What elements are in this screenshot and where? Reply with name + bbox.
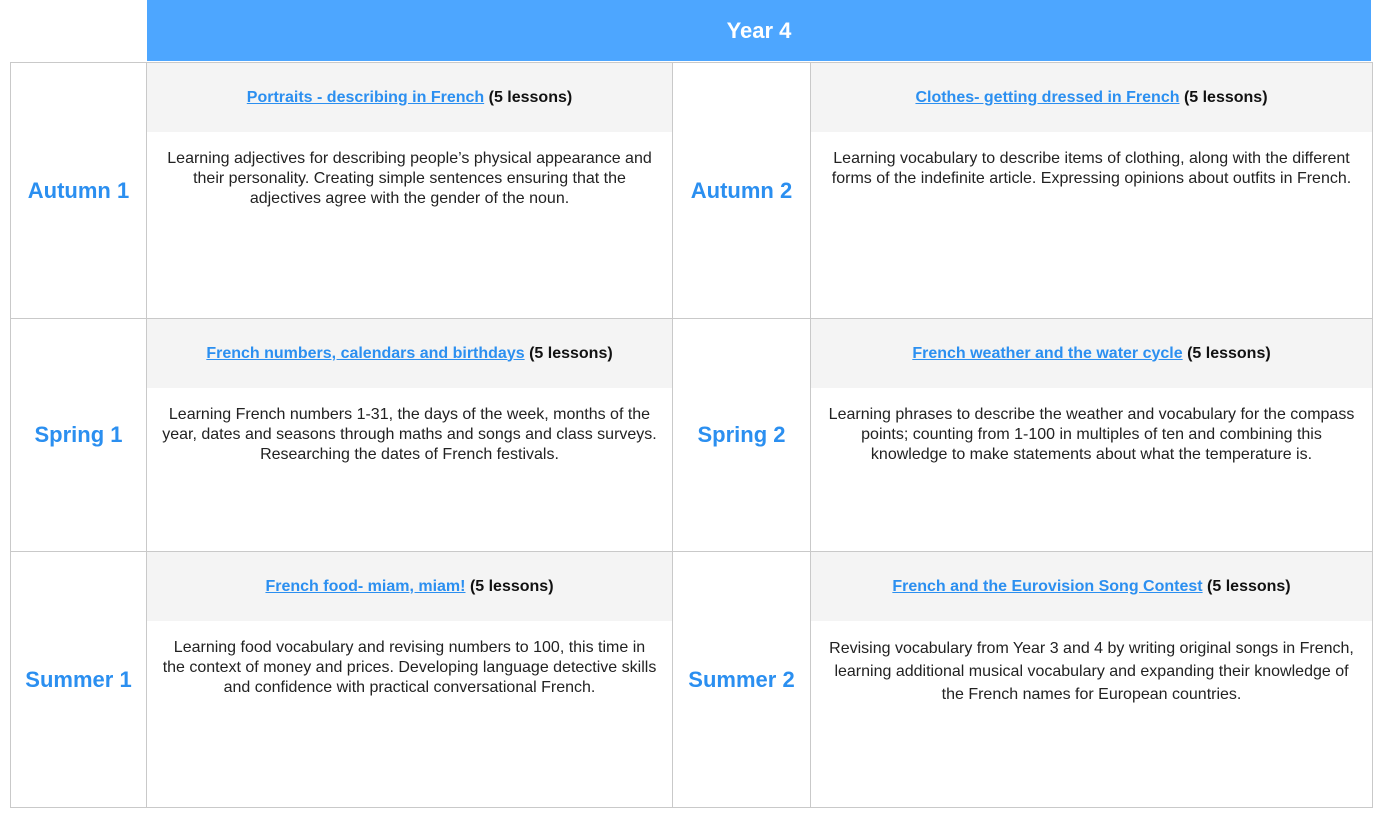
unit-title	[811, 63, 1372, 132]
lesson-count: (5 lessons)	[469, 577, 554, 595]
unit-description: Learning phrases to describe the weather and vocabulary for the compass points; counting from 1-100 in multiples of ten and combining this knowledge to make statements about what the temperature is.	[828, 406, 1355, 463]
unit-description: Learning French numbers 1-31, the days of the week, months of the year, dates and seasons through maths and songs and class surveys. Researching the dates of French festivals.	[162, 406, 657, 463]
unit-cell	[147, 552, 673, 808]
term-name: Autumn 1	[27, 177, 130, 203]
unit-cell	[811, 63, 1373, 319]
term-name: Summer 2	[688, 666, 795, 692]
unit-link-portraits[interactable]: Portraits - describing in French	[246, 88, 485, 106]
unit-cell	[147, 63, 673, 319]
unit-cell	[147, 319, 673, 552]
term-label-spring-2	[673, 319, 811, 552]
unit-link-clothes[interactable]: Clothes- getting dressed in French	[915, 88, 1180, 106]
unit-description: Learning vocabulary to describe items of clothing, along with the different forms of the indefinite article. Expressing opinions about outfits in French.	[831, 150, 1352, 187]
year-header	[147, 0, 1371, 61]
unit-link-numbers-calendars[interactable]: French numbers, calendars and birthdays	[206, 344, 525, 362]
table-row	[11, 319, 1373, 552]
term-label-summer-2	[673, 552, 811, 808]
curriculum-table	[10, 62, 1373, 808]
lesson-count: (5 lessons)	[1187, 344, 1271, 362]
unit-link-eurovision[interactable]: French and the Eurovision Song Contest	[892, 577, 1203, 595]
term-name: Spring 1	[34, 422, 123, 447]
unit-description: Learning adjectives for describing people’s physical appearance and their personality. Creating simple sentences ensuring that the adjectives agree with the gender of the noun.	[167, 150, 652, 207]
unit-title	[147, 319, 672, 388]
term-label-spring-1	[11, 319, 147, 552]
unit-title	[811, 319, 1372, 388]
table-row	[11, 552, 1373, 808]
lesson-count: (5 lessons)	[529, 344, 613, 362]
unit-description: Learning food vocabulary and revising numbers to 100, this time in the context of money and prices. Developing language detective skills and confidence with practical conversational French.	[162, 639, 657, 696]
table-row	[11, 63, 1373, 319]
unit-title	[147, 63, 672, 132]
term-label-autumn-1	[11, 63, 147, 319]
unit-cell	[811, 552, 1373, 808]
lesson-count: (5 lessons)	[1183, 88, 1268, 106]
unit-description: Revising vocabulary from Year 3 and 4 by writing original songs in French, learning additional musical vocabulary and expanding their knowledge of the French names for European countries.	[829, 640, 1354, 703]
year-title: Year 4	[726, 17, 792, 43]
unit-title	[811, 552, 1372, 621]
term-label-summer-1	[11, 552, 147, 808]
lesson-count: (5 lessons)	[1207, 577, 1291, 595]
term-name: Autumn 2	[690, 177, 793, 203]
lesson-count: (5 lessons)	[488, 88, 573, 106]
term-label-autumn-2	[673, 63, 811, 319]
unit-link-food[interactable]: French food- miam, miam!	[265, 577, 466, 595]
unit-title	[147, 552, 672, 621]
unit-cell	[811, 319, 1373, 552]
unit-link-weather[interactable]: French weather and the water cycle	[912, 344, 1183, 362]
term-name: Spring 2	[697, 422, 786, 447]
term-name: Summer 1	[25, 666, 132, 692]
